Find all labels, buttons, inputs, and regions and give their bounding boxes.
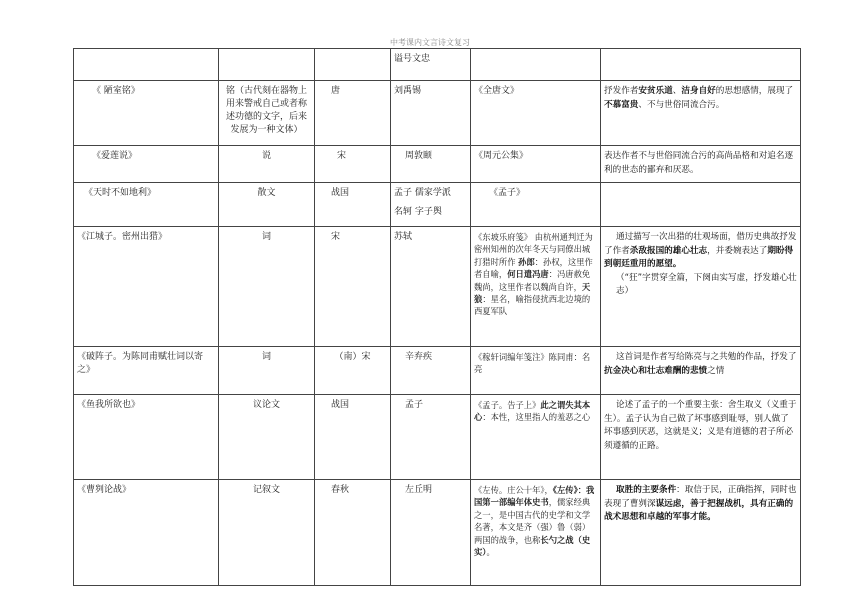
table-row — [74, 480, 801, 586]
table-row — [74, 395, 801, 480]
cell-source: 《孟子。告子上》此之谓失其本心：本性，这里指人的羞恶之心 — [471, 395, 601, 480]
cell-author: 辛弃疾 — [391, 347, 471, 395]
cell-empty — [471, 49, 601, 81]
cell-source: 《周元公集》 — [471, 146, 601, 183]
cell-dynasty: 唐 — [315, 81, 391, 146]
review-table — [73, 48, 801, 586]
cell-posthumous-title: 谥号文忠 — [391, 49, 471, 81]
cell-genre: 记叙文 — [219, 480, 315, 586]
page-header: 中考课内文言诗文复习 — [390, 38, 470, 47]
cell-title: 《曹刿论战》 — [74, 480, 219, 586]
cell-dynasty: 春秋 — [315, 480, 391, 586]
cell-author: 苏轼 — [391, 227, 471, 347]
cell-theme: 这首词是作者写给陈亮与之共勉的作品，抒发了抗金决心和壮志难酬的悲愤之情 — [601, 347, 801, 395]
cell-theme: 取胜的主要条件：取信于民，正确指挥，同时也表现了曹刿深谋远虑，善于把握战机，具有正确的战术思想和卓越的军事才能。 — [601, 480, 801, 586]
table-row — [74, 227, 801, 347]
table-row — [74, 49, 801, 81]
cell-source: 《东坡乐府笺》 由杭州通判迁为密州知州的次年冬天与同僚出城打猎时所作 孙郎：孙权，这里作者自喻，何日遣冯唐：冯唐赦免魏尚，这里作者以魏尚自许，天狼：星名，喻指侵扰西北边境的西夏军队 — [471, 227, 601, 347]
cell-dynasty: （南）宋 — [315, 347, 391, 395]
cell-theme: 抒发作者安贫乐道、洁身自好的思想感情，展现了不慕富贵、不与世俗同流合污。 — [601, 81, 801, 146]
table-row — [74, 146, 801, 183]
cell-dynasty: 宋 — [315, 146, 391, 183]
cell-empty — [74, 49, 219, 81]
cell-source: 《稼轩词编年笺注》陈同甫：名亮 — [471, 347, 601, 395]
cell-author: 孟子 — [391, 395, 471, 480]
cell-author: 孟子 儒家学派 名轲 字子舆 — [391, 183, 471, 227]
cell-source: 《全唐文》 — [471, 81, 601, 146]
cell-theme: 通过描写一次出猎的壮观场面，借历史典故抒发了作者杀敌报国的雄心壮志，并委婉表达了期盼得到朝廷重用的愿望。 （“狂”字贯穿全篇，下阕由实写虚，抒发雄心壮志） — [601, 227, 801, 347]
cell-genre: 词 — [219, 227, 315, 347]
cell-title: 《天时不如地利》 — [74, 183, 219, 227]
cell-genre: 词 — [219, 347, 315, 395]
cell-dynasty: 战国 — [315, 183, 391, 227]
cell-dynasty: 宋 — [315, 227, 391, 347]
cell-theme — [601, 183, 801, 227]
cell-source: 《孟子》 — [471, 183, 601, 227]
table-row — [74, 347, 801, 395]
cell-theme: 论述了孟子的一个重要主张：舍生取义（义重于生）。孟子认为自己做了坏事感到耻辱，别人做了坏事感到厌恶，这就是义；义是有道德的君子所必须遵循的正路。 — [601, 395, 801, 480]
cell-empty — [601, 49, 801, 81]
cell-genre: 散文 — [219, 183, 315, 227]
cell-title: 《江城子。密州出猎》 — [74, 227, 219, 347]
cell-author: 周敦颐 — [391, 146, 471, 183]
cell-source: 《左传。庄公十年》，《左传》：我国第一部编年体史书，儒家经典之一，是中国古代的史学和文学名著，本文是齐（强）鲁（弱）两国的战争，也称长勺之战（史实）。 — [471, 480, 601, 586]
cell-author: 左丘明 — [391, 480, 471, 586]
cell-theme: 表达作者不与世俗同流合污的高尚品格和对追名逐利的世态的鄙弃和厌恶。 — [601, 146, 801, 183]
cell-empty — [219, 49, 315, 81]
cell-genre: 铭（古代刻在器物上用来警戒自己或者称述功德的文字，后来发展为一种文体） — [219, 81, 315, 146]
cell-title: 《破阵子。为陈同甫赋壮词以寄之》 — [74, 347, 219, 395]
cell-title: 《 陋室铭》 — [74, 81, 219, 146]
cell-empty — [315, 49, 391, 81]
cell-genre: 说 — [219, 146, 315, 183]
cell-dynasty: 战国 — [315, 395, 391, 480]
table-row — [74, 183, 801, 227]
cell-genre: 议论文 — [219, 395, 315, 480]
cell-title: 《爱莲说》 — [74, 146, 219, 183]
cell-author: 刘禹锡 — [391, 81, 471, 146]
table-row — [74, 81, 801, 146]
cell-title: 《鱼我所欲也》 — [74, 395, 219, 480]
